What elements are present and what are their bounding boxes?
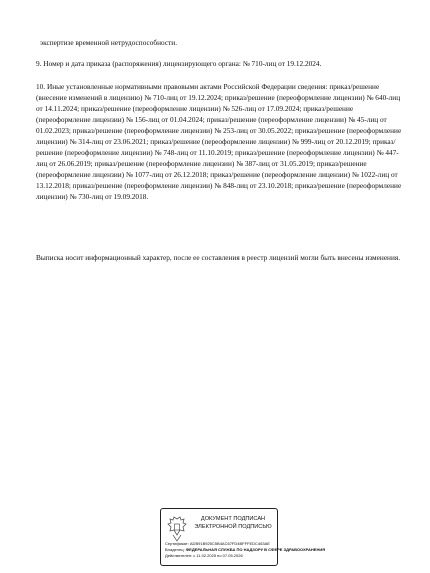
owner-value: ФЕДЕРАЛЬНАЯ СЛУЖБА ПО НАДЗОРУ В СФЕРЕ ЗДРАВООХРАНЕНИЯ [185, 547, 326, 552]
disclaimer-paragraph: Выписка носит информационный характер, после ее составления в реестр лицензий могли быть внесены изменения. [36, 253, 401, 262]
validity-line: Действителен: с 11.02.2025 по 07.05.2026 [165, 553, 243, 558]
certificate-value: ADB91B925C5B4AC67FD4BFFFEDC463AE [189, 541, 270, 546]
owner-label: Владелец: [165, 547, 185, 552]
stamp-title: ДОКУМЕНТ ПОДПИСАН ЭЛЕКТРОННОЙ ПОДПИСЬЮ [194, 516, 272, 530]
coat-of-arms-icon [167, 516, 187, 542]
paragraph-9: 9. Номер и дата приказа (распоряжения) лицензирующего органа: № 710-лиц от 19.12.2024. [36, 59, 322, 68]
paragraph-continuation: экспертизе временной нетрудоспособности. [40, 38, 178, 47]
certificate-label: Сертификат: [165, 541, 189, 546]
paragraph-10: 10. Иные установленные нормативными правовыми актами Российской Федерации сведения: приказ/решение (внесение изменений в лицензию) № 710-лиц от 19.12.2024; приказ/решение (переоформление лицензии) № 640-лиц от 14.11.2024; приказ/решение (переоформление лицензии) № 526-лиц от 17.09.2024; приказ/решение (переоформление лицензии) № 156-лиц от 01.04.2024; приказ/решение (переоформление лицензии) № 45-лиц от 01.02.2023; приказ/решение (переоформление лицензии) № 253-лиц от 30.05.2022; приказ/решение (переоформление лицензии) № 314-лиц от 23.06.2021; приказ/решение (переоформление лицензии) № 999-лиц от 20.12.2019; приказ/решение (переоформление лицензии) № 748-лиц от 11.10.2019; приказ/решение (переоформление лицензии) № 447-лиц от 26.06.2019; приказ/решение (переоформление лицензии) № 387-лиц от 31.05.2019; приказ/решение (переоформление лицензии) № 1077-лиц от 26.12.2018; приказ/решение (переоформление лицензии) № 1022-лиц от 13.12.2018; приказ/решение (переоформление лицензии) № 848-лиц от 23.10.2018; приказ/решение (переоформление лицензии) № 730-лиц от 19.09.2018. [36, 82, 402, 201]
electronic-signature-stamp [160, 508, 326, 566]
